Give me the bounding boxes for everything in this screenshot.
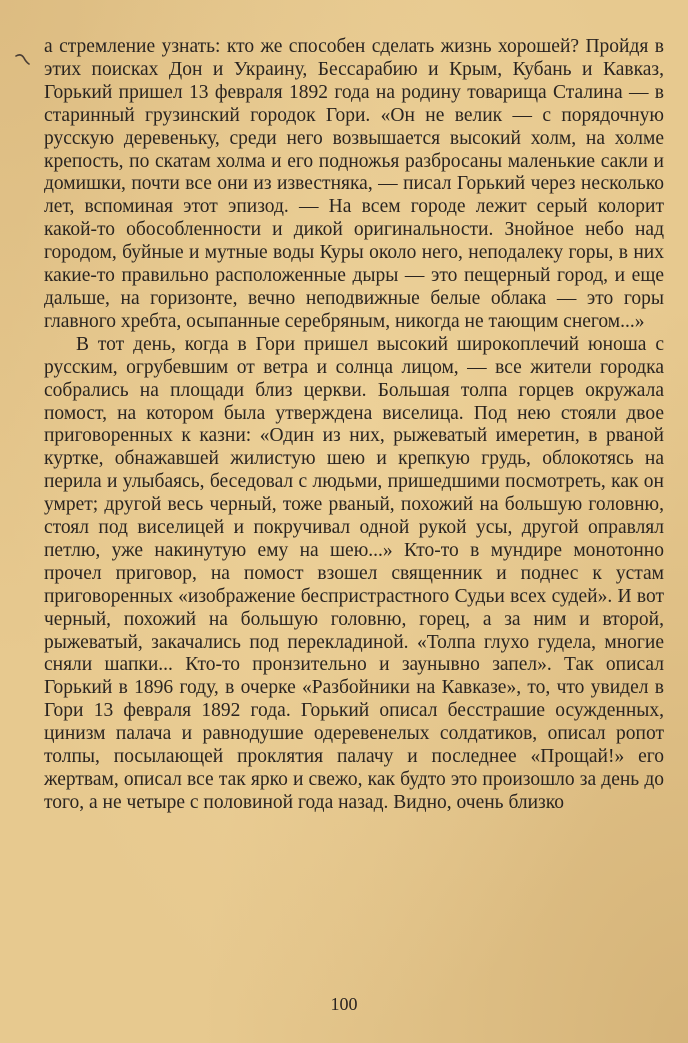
paragraph-1: а стремление узнать: кто же способен сделать жизнь хорошей? Пройдя в этих поисках Дон и Украину, Бессарабию и Крым, Кубань и Кавказ, Горький пришел 13 февраля 1892 года на родину товарища Сталина — в старинный грузинский городок Гори. «Он не велик — с порядочную русскую деревеньку, среди него возвышается высокий холм, на холме крепость, по скатам холма и его подножья разбросаны маленькие сакли и домишки, почти все они из известняка, — писал Горький через несколько лет, вспоминая этот эпизод. — На всем городе лежит серый колорит какой-то обособленности и дикой оригинальности. Знойное небо над городом, буйные и мутные воды Куры около него, неподалеку горы, в них какие-то правильно расположенные дыры — это пещерный город, и еще дальше, на горизонте, вечно неподвижные белые облака — это горы главного хребта, осыпанные серебряным, никогда не тающим снегом...»: [44, 36, 664, 332]
margin-pencil-mark: [14, 52, 32, 66]
paragraph-2: В тот день, когда в Гори пришел высокий широкоплечий юноша с русским, огрубевшим от ветра и солнца лицом, — все жители городка собрались на площади близ церкви. Большая толпа горцев окружала помост, на котором была утверждена виселица. Под нею стояли двое приговоренных к казни: «Один из них, рыжеватый имеретин, в рваной куртке, обнажавшей жилистую шею и крепкую грудь, облокотясь на перила и улыбаясь, беседовал с людьми, пришедшими посмотреть, как он умрет; другой весь черный, тоже рваный, похожий на большую головню, стоял под виселицей и покручивал одной рукой усы, другой оправлял петлю, уже накинутую ему на шею...» Кто-то в мундире монотонно прочел приговор, на помост взошел священник и поднес к устам приговоренных «изображение беспристрастного Судьи всех судей». И вот черный, похожий на большую головню, горец, а за ним и второй, рыжеватый, закачались под перекладиной. «Толпа глухо гудела, многие сняли шапки... Кто-то пронзительно и заунывно запел». Так описал Горький в 1896 году, в очерке «Разбойники на Кавказе», то, что увидел в Гори 13 февраля 1892 года. Горький описал бесстрашие осужденных, цинизм палача и равнодушие одеревенелых солдатиков, описал ропот толпы, посылающей проклятия палачу и последнее «Прощай!» его жертвам, описал все так ярко и свежо, как будто это произошло за день до того, а не четыре с половиной года назад. Видно, очень близко: [44, 333, 664, 813]
page-number: 100: [330, 994, 358, 1014]
body-text: [44, 36, 664, 815]
book-page: [44, 36, 664, 1006]
